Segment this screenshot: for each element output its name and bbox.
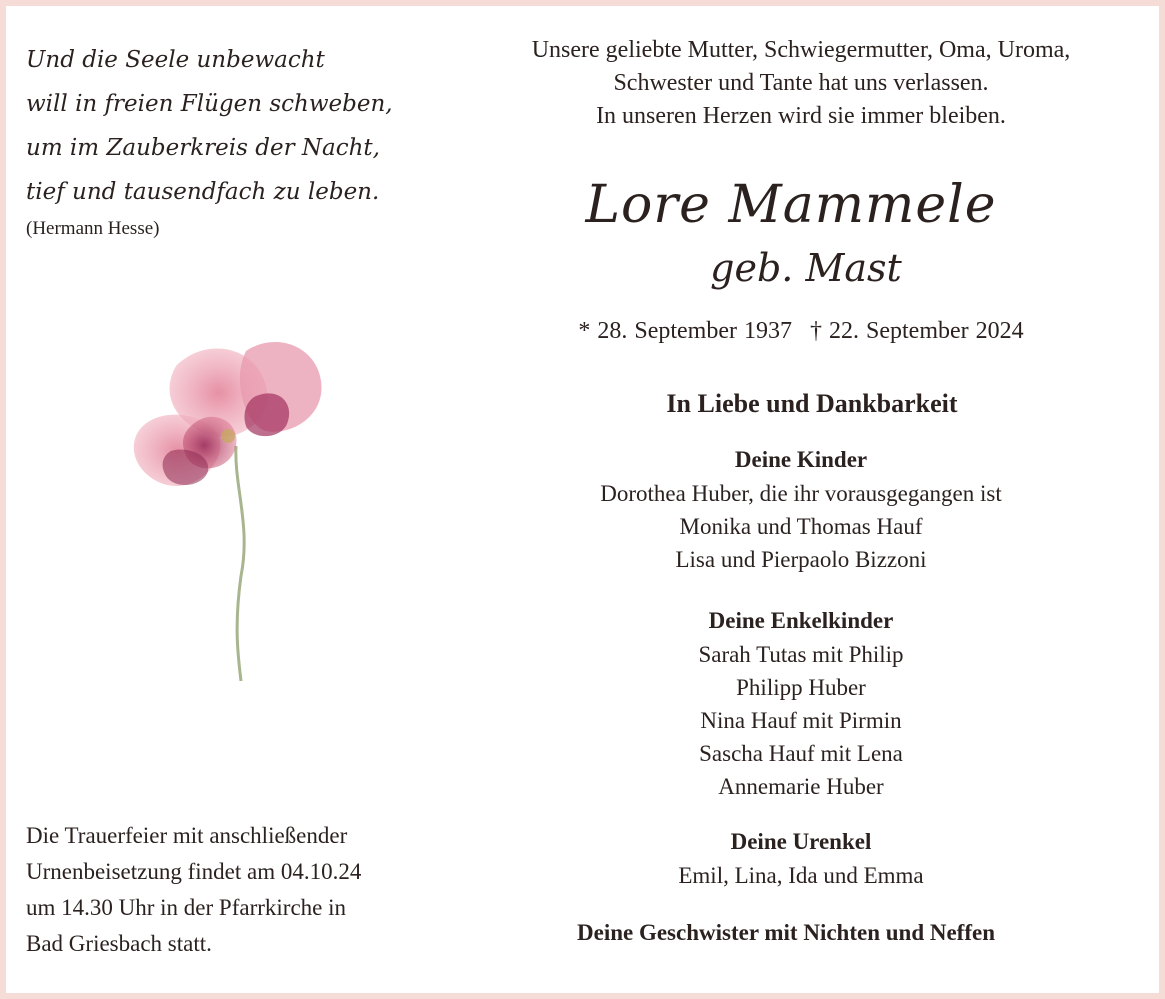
life-dates	[456, 315, 1146, 347]
siblings-line: Deine Geschwister mit Nichten und Neffen	[577, 920, 995, 945]
ceremony-line: Die Trauerfeier mit anschließender	[26, 823, 348, 848]
intro-text	[456, 34, 1146, 133]
children-heading: Deine Kinder	[734, 447, 868, 472]
poem	[26, 38, 446, 244]
great-grandchildren-group	[456, 825, 1146, 892]
maiden-name: geb. Mast	[710, 246, 902, 290]
poem-line: Und die Seele unbewacht	[26, 47, 325, 73]
great-grandchildren-heading: Deine Urenkel	[730, 829, 872, 854]
family-member: Lisa und Pierpaolo Bizzoni	[675, 547, 927, 572]
birth-date: * 28. September 1937	[578, 318, 792, 344]
poem-line: tief und tausendfach zu leben.	[26, 179, 380, 205]
grandchildren-heading: Deine Enkelkinder	[708, 608, 894, 633]
family-member: Philipp Huber	[736, 675, 866, 700]
announcement-column	[456, 34, 1146, 950]
family-member: Monika und Thomas Hauf	[679, 514, 923, 539]
intro-line: Schwester und Tante hat uns verlassen.	[613, 70, 989, 96]
family-member: Annemarie Huber	[718, 774, 884, 799]
children-group	[456, 443, 1146, 576]
death-date: † 22. September 2024	[810, 318, 1024, 344]
intro-line: Unsere geliebte Mutter, Schwiegermutter, Oma, Uroma,	[531, 37, 1071, 63]
family-member: Dorothea Huber, die ihr vorausgegangen ist	[600, 481, 1002, 506]
family-member: Sarah Tutas mit Philip	[698, 642, 904, 667]
deceased-name: Lore Mammele	[585, 175, 997, 235]
poem-line: um im Zauberkreis der Nacht,	[26, 135, 380, 161]
family-member: Nina Hauf mit Pirmin	[700, 708, 902, 733]
ceremony-info	[26, 818, 466, 962]
poem-author: (Hermann Hesse)	[26, 218, 160, 239]
poem-line: will in freien Flügen schweben,	[26, 91, 393, 117]
family-member: Emil, Lina, Ida und Emma	[678, 863, 924, 888]
thanks-heading: In Liebe und Dankbarkeit	[666, 389, 958, 418]
grandchildren-group	[456, 604, 1146, 803]
ceremony-line: Bad Griesbach statt.	[26, 931, 212, 956]
obituary-card	[6, 6, 1159, 993]
ceremony-line: um 14.30 Uhr in der Pfarrkirche in	[26, 895, 347, 920]
ceremony-line: Urnenbeisetzung findet am 04.10.24	[26, 859, 362, 884]
watercolor-flower-illustration	[116, 326, 356, 696]
intro-line: In unseren Herzen wird sie immer bleiben.	[596, 103, 1006, 129]
family-member: Sascha Hauf mit Lena	[699, 741, 903, 766]
